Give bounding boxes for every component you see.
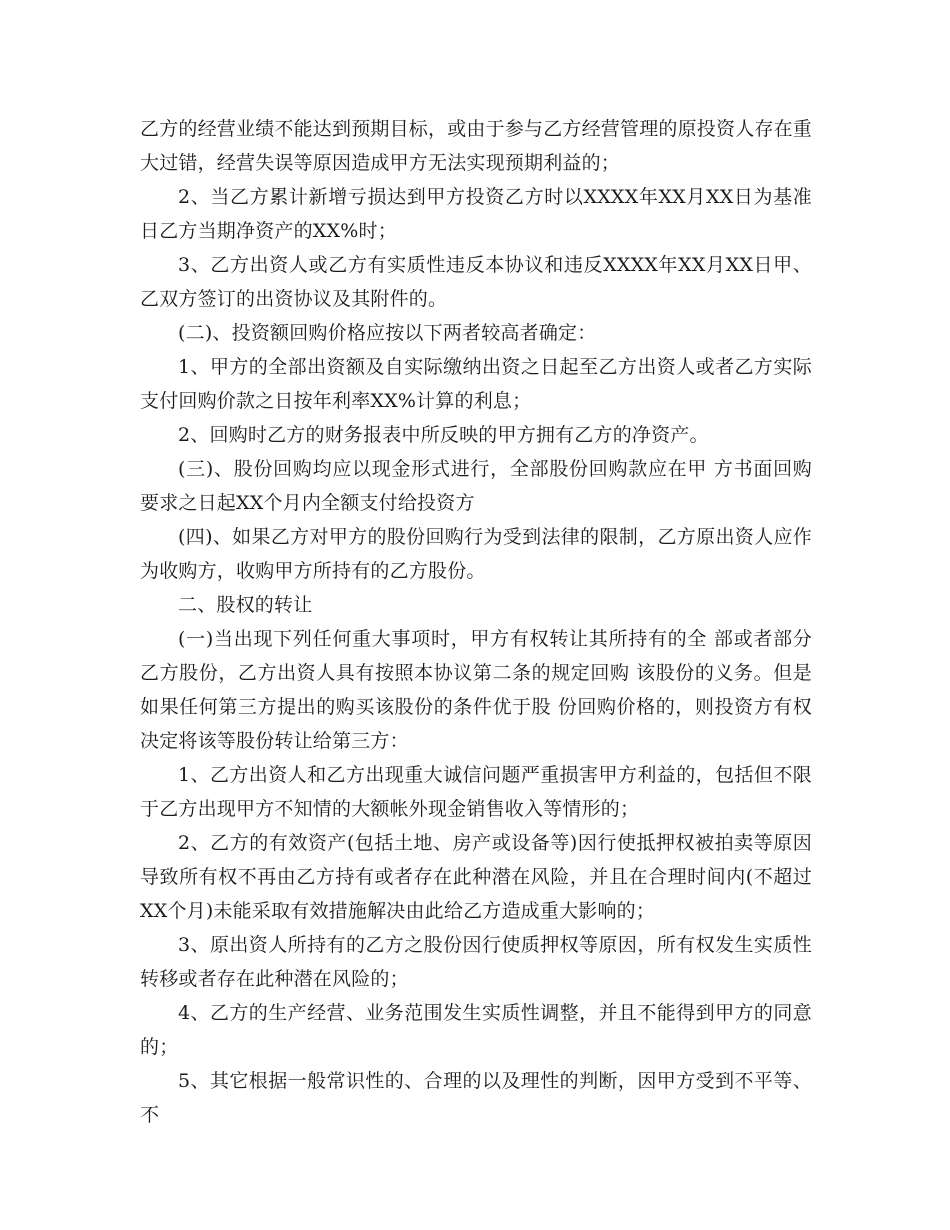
paragraph: 2、回购时乙方的财务报表中所反映的甲方拥有乙方的净资产。 <box>178 424 709 446</box>
paragraph: 1、甲方的全部出资额及自实际缴纳出资之日起至乙方出资人或者乙方实际支付回购价款之日按年利率XX%计算的利息； <box>140 356 812 412</box>
paragraph: 1、乙方出资人和乙方出现重大诚信问题严重损害甲方利益的，包括但不限于乙方出现甲方不知情的大额帐外现金销售收入等情形的； <box>140 764 812 820</box>
paragraph: (三)、股份回购均应以现金形式进行，全部股份回购款应在甲 方书面回购要求之日起XX个月内全额支付给投资方 <box>140 458 812 514</box>
document-body <box>140 112 812 1132</box>
paragraph: 2、乙方的有效资产(包括土地、房产或设备等)因行使抵押权被拍卖等原因导致所有权不再由乙方持有或者存在此种潜在风险，并且在合理时间内(不超过XX个月)未能采取有效措施解决由此给乙方造成重大影响的； <box>140 832 812 922</box>
section-heading: 二、股权的转让 <box>178 594 313 616</box>
paragraph: 2、当乙方累计新增亏损达到甲方投资乙方时以XXXX年XX月XX日为基准日乙方当期净资产的XX%时； <box>140 186 812 242</box>
paragraph: 3、乙方出资人或乙方有实质性违反本协议和违反XXXX年XX月XX日甲、乙双方签订的出资协议及其附件的。 <box>140 254 812 310</box>
paragraph: (一)当出现下列任何重大事项时，甲方有权转让其所持有的全 部或者部分乙方股份，乙方出资人具有按照本协议第二条的规定回购 该股份的义务。但是如果任何第三方提出的购买该股份的条件优于股 份回购价格的，则投资方有权决定将该等股份转让给第三方： <box>140 628 812 752</box>
paragraph: 乙方的经营业绩不能达到预期目标，或由于参与乙方经营管理的原投资人存在重大过错，经营失误等原因造成甲方无法实现预期利益的； <box>140 118 813 174</box>
paragraph: 3、原出资人所持有的乙方之股份因行使质押权等原因，所有权发生实质性转移或者存在此种潜在风险的； <box>140 934 812 990</box>
paragraph: 4、乙方的生产经营、业务范围发生实质性调整，并且不能得到甲方的同意的； <box>140 1002 812 1058</box>
paragraph: 5、其它根据一般常识性的、合理的以及理性的判断，因甲方受到不平等、不 <box>140 1070 812 1126</box>
paragraph: (四)、如果乙方对甲方的股份回购行为受到法律的限制，乙方原出资人应作为收购方，收购甲方所持有的乙方股份。 <box>140 526 812 582</box>
paragraph: (二)、投资额回购价格应按以下两者较高者确定： <box>178 322 597 344</box>
